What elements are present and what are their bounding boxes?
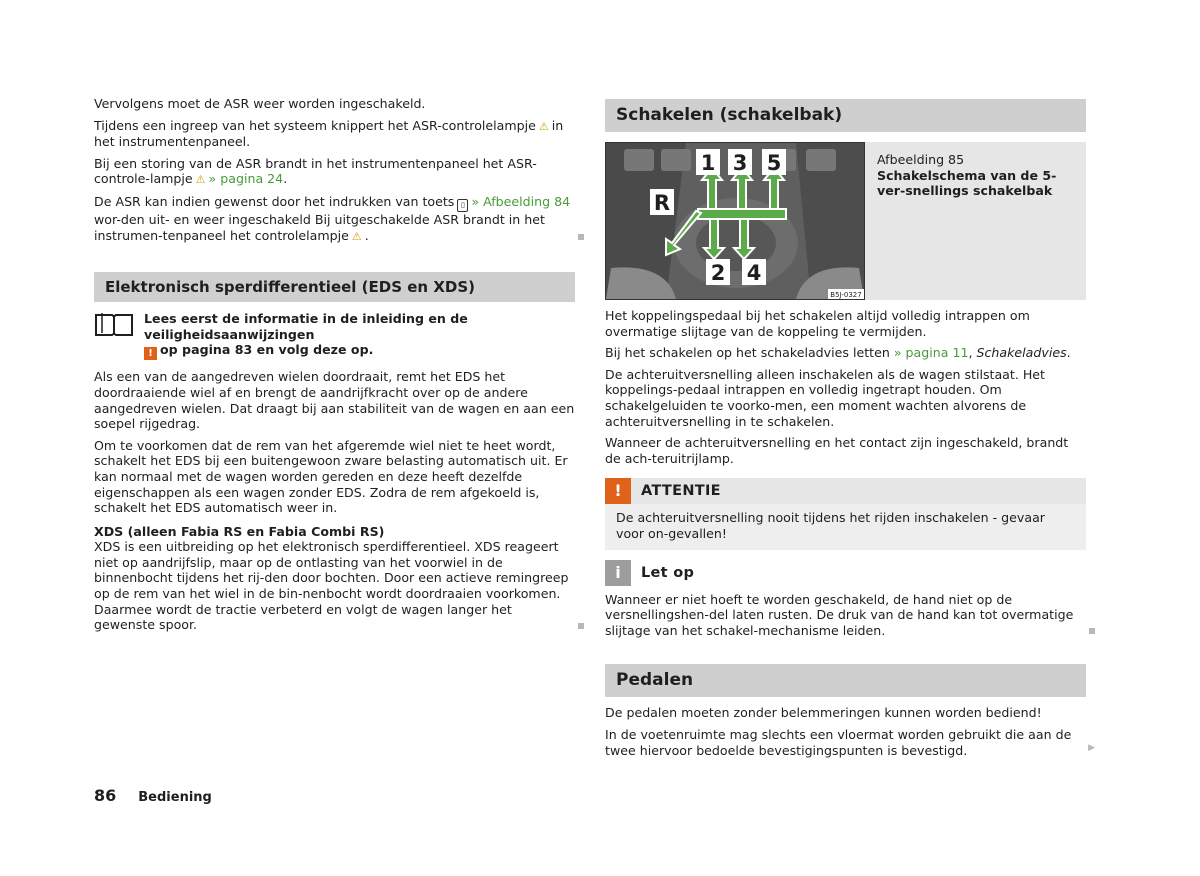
figure-code: B5J-0327 <box>830 291 862 299</box>
paragraph: Wanneer de achteruitversnelling en het contact zijn ingeschakeld, brandt de ach-teruitrijlamp. <box>605 435 1069 466</box>
figure-block <box>605 142 1086 300</box>
info-title: Let op <box>641 564 695 581</box>
continue-arrow-icon: ▶ <box>1088 742 1095 753</box>
paragraph: Vervolgens moet de ASR weer worden ingeschakeld. <box>94 96 426 111</box>
attention-header <box>605 478 1086 504</box>
paragraph: Om te voorkomen dat de rem van het afgeremde wiel niet te heet wordt, schakelt het EDS bij een buitengewoon zware belasting automatisch uit. Er kan normaal met de wagen worden gereden en deze heeft dezelfde eigenschappen als een wagen zonder EDS. Zodra de rem afgekoeld is, schakelt het EDS automatisch weer in. <box>94 437 568 516</box>
gear-5-label: 5 <box>766 151 782 175</box>
paragraph: De ASR kan indien gewenst door het indrukken van toets ▯ » Afbeelding 84 wor-den uit- en weer ingeschakeld Bij uitgeschakelde ASR brandt in het instrumen-tenpaneel het controlelampje ⚠ . <box>94 194 575 244</box>
asr-warning-icon: ⚠ <box>538 119 549 133</box>
page-link[interactable]: » pagina 11 <box>893 345 969 361</box>
book-icon <box>94 311 134 337</box>
gear-1-label: 1 <box>700 151 716 175</box>
read-first-note: Lees eerst de informatie in de inleiding en de veiligheidsaanwijzingen ! op pagina 83 en volg deze op. <box>94 311 575 360</box>
info-text: Wanneer er niet hoeft te worden geschakeld, de hand niet op de versnellingshen-del laten rusten. De druk van de hand kan tot overmatige slijtage van het schakel-mechanisme leiden. <box>605 592 1086 639</box>
page-footer <box>94 786 212 805</box>
section-end-mark <box>1089 628 1095 634</box>
paragraph: Tijdens een ingreep van het systeem knippert het ASR-controlelampje ⚠ in het instrumentenpaneel. <box>94 117 564 150</box>
warning-icon: ! <box>605 478 631 504</box>
attention-title: ATTENTIE <box>641 483 721 500</box>
section-end-mark <box>578 623 584 629</box>
subheading: XDS (alleen Fabia RS en Fabia Combi RS) <box>94 523 385 539</box>
figure-caption <box>865 142 1086 300</box>
info-icon: i <box>605 560 631 586</box>
page-number: 86 <box>94 786 117 805</box>
figure-caption-text: Schakelschema van de 5-ver-snellings schakelbak <box>877 167 1057 199</box>
warning-icon: ! <box>144 347 157 360</box>
gear-2-label: 2 <box>710 261 726 285</box>
attention-text: De achteruitversnelling nooit tijdens het rijden inschakelen - gevaar voor on-gevallen! <box>605 504 1086 549</box>
section-name: Bediening <box>138 790 212 805</box>
figure-link[interactable]: » Afbeelding 84 <box>471 193 571 209</box>
section-end-mark <box>578 234 584 240</box>
section-heading: Elektronisch sperdifferentieel (EDS en XDS) <box>94 272 575 302</box>
paragraph: XDS is een uitbreiding op het elektronisch sperdifferentieel. XDS reageert niet op aandrijfslip, maar op de ontlasting van het voorwiel in de binnenbocht tijdens het rij-den door bochten. Door een actieve remingreep op de rem van het wiel in de bin-nenbocht wordt doordraaien voorkomen. Daarmee wordt de tractie verbeterd en volgt de wagen langer het gewenste spoor. <box>94 539 575 633</box>
paragraph: Het koppelingspedaal bij het schakelen altijd volledig intrappen om overmatige slijtage van de koppeling te vermijden. <box>605 308 1030 339</box>
gear-r-label: R <box>653 191 671 215</box>
info-header <box>605 560 1086 586</box>
figure-caption-title: Afbeelding 85 <box>877 152 965 167</box>
gear-4-label: 4 <box>746 261 762 285</box>
asr-key-icon: ▯ <box>457 199 468 212</box>
right-column <box>605 99 1095 764</box>
page-link[interactable]: » pagina 24 <box>208 171 284 187</box>
paragraph: Bij een storing van de ASR brandt in het instrumentenpaneel het ASR-controle-lampje ⚠ » pagina 24. <box>94 155 537 187</box>
gear-diagram <box>606 143 864 299</box>
left-column <box>94 96 575 639</box>
paragraph: In de voetenruimte mag slechts een vloermat worden gebruikt die aan de twee hiervoor bedoelde bevestigingspunten is bevestigd. ▶ <box>605 726 1095 758</box>
paragraph: De pedalen moeten zonder belemmeringen kunnen worden bediend! <box>605 705 1042 721</box>
gear-3-label: 3 <box>732 151 748 175</box>
asr-warning-icon: ⚠ <box>195 173 206 187</box>
section-heading: Pedalen <box>605 664 1086 697</box>
paragraph: Als een van de aangedreven wielen doordraait, remt het EDS het doordraaiende wiel af en brengt de aandrijfkracht over op de andere aangedreven wielen. Dat draagt bij aan stabiliteit van de wagen en aan een soepel rijgedrag. <box>94 369 575 432</box>
paragraph: Bij het schakelen op het schakeladvies letten » pagina 11, Schakeladvies. <box>605 345 1071 361</box>
asr-warning-icon: ⚠ <box>351 229 362 243</box>
gear-shift-figure <box>605 142 865 300</box>
paragraph: De achteruitversnelling alleen inschakelen als de wagen stilstaat. Het koppelings-pedaal intrappen en volledig ingetrapt houden. Om schakelgeluiden te voorko-men, een moment wachten alvorens de achteruitversnelling in te schakelen. <box>605 366 1045 429</box>
section-heading: Schakelen (schakelbak) <box>605 99 1086 132</box>
